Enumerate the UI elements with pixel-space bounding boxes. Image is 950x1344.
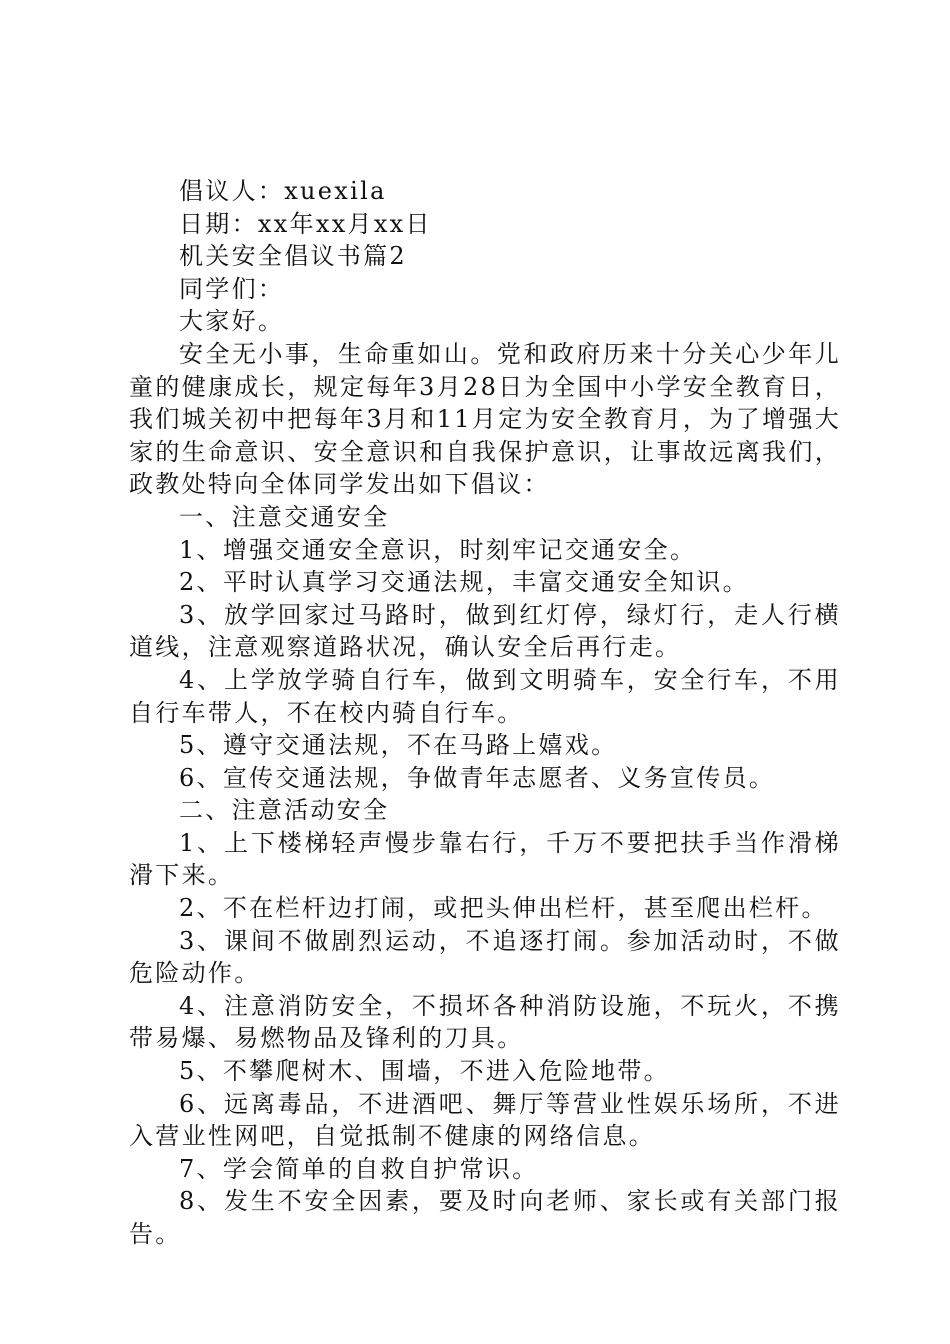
list-item: 1、上下楼梯轻声慢步靠右行，千万不要把扶手当作滑梯滑下来。 — [129, 828, 841, 890]
list-item: 7、学会简单的自救自护常识。 — [179, 1154, 539, 1183]
greeting: 大家好。 — [179, 307, 285, 336]
list-item: 4、注意消防安全，不损坏各种消防设施，不玩火，不携带易爆、易燃物品及锋利的刀具。 — [129, 991, 841, 1053]
list-item: 2、不在栏杆边打闹，或把头伸出栏杆，甚至爬出栏杆。 — [179, 894, 828, 923]
list-item: 8、发生不安全因素，要及时向老师、家长或有关部门报告。 — [129, 1187, 841, 1248]
list-item: 5、遵守交通法规，不在马路上嬉戏。 — [179, 731, 618, 760]
list-item: 6、远离毒品，不进酒吧、舞厅等营业性娱乐场所，不进入营业性网吧，自觉抵制不健康的网络信息。 — [129, 1089, 841, 1151]
section-title: 机关安全倡议书篇2 — [179, 242, 407, 271]
list-item: 5、不攀爬树木、围墙，不进入危险地带。 — [179, 1057, 670, 1086]
salutation: 同学们： — [179, 274, 285, 303]
list-item: 3、放学回家过马路时，做到红灯停，绿灯行，走人行横道线，注意观察道路状况，确认安全后再行走。 — [129, 600, 841, 662]
list-item: 1、增强交通安全意识，时刻牢记交通安全。 — [179, 535, 697, 564]
date-line: 日期：xx年xx月xx日 — [179, 209, 432, 238]
list-item: 6、宣传交通法规，争做青年志愿者、义务宣传员。 — [179, 763, 776, 792]
initiator-line: 倡议人：xuexila — [179, 177, 387, 205]
list-item: 2、平时认真学习交通法规，丰富交通安全知识。 — [179, 568, 749, 597]
heading-activity-safety: 二、注意活动安全 — [179, 796, 390, 825]
heading-traffic-safety: 一、注意交通安全 — [179, 502, 390, 531]
intro-paragraph: 安全无小事，生命重如山。党和政府历来十分关心少年儿童的健康成长，规定每年3月28日为全国中小学安全教育日，我们城关初中把每年3月和11月定为安全教育月，为了增强大家的生命意识、安全意识和自我保护意识，让事故远离我们，政教处特向全体同学发出如下倡议： — [129, 339, 841, 499]
list-item: 3、课间不做剧烈运动，不追逐打闹。参加活动时，不做危险动作。 — [129, 926, 841, 988]
document-body — [129, 175, 841, 1251]
list-item: 4、上学放学骑自行车，做到文明骑车，安全行车，不用自行车带人，不在校内骑自行车。 — [129, 665, 841, 727]
